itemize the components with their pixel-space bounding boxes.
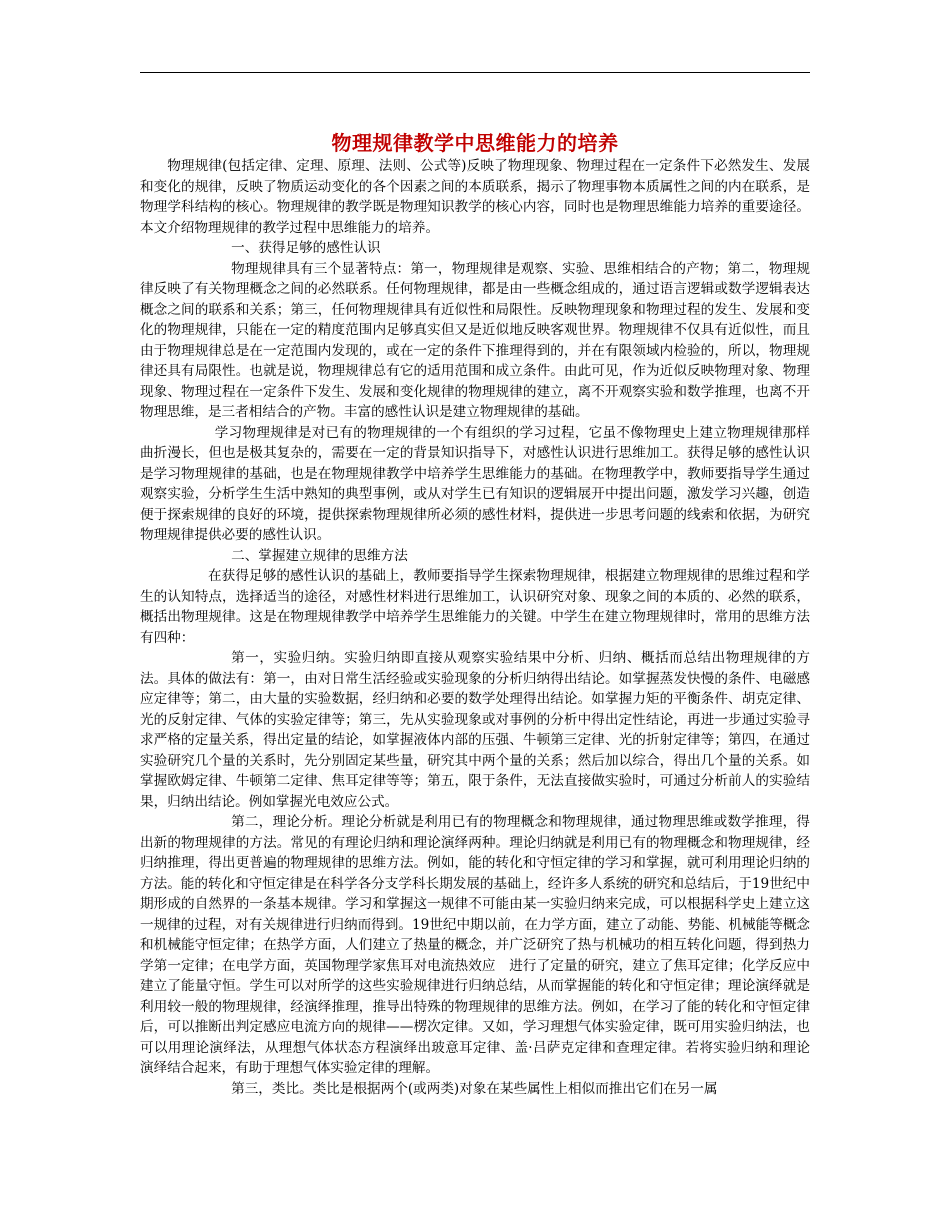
header-rule [140,72,810,73]
intro-paragraph: 物理规律(包括定律、定理、原理、法则、公式等)反映了物理现象、物理过程在一定条件下必然发生、发展和变化的规律，反映了物质运动变化的各个因素之间的本质联系，揭示了物理事物本质属性之间的内在联系，是物理学科结构的核心。物理规律的教学既是物理知识教学的核心内容，同时也是物理思维能力培养的重要途径。本文介绍物理规律的教学过程中思维能力的培养。 [140,158,810,236]
paragraph-2: 学习物理规律是对已有的物理规律的一个有组织的学习过程，它虽不像物理史上建立物理规律那样曲折漫长，但也是极其复杂的，需要在一定的背景知识指导下，对感性认识进行思维加工。获得足够的感性认识是学习物理规律的基础，也是在物理规律教学中培养学生思维能力的基础。在物理教学中，教师要指导学生通过观察实验，分析学生生活中熟知的典型事例，或从对学生已有知识的逻辑展开中提出问题，激发学习兴趣，创造便于探索规律的良好的环境，提供探索物理规律所必须的感性材料，提供进一步思考问题的线索和依据，为研究物理规律提供必要的感性认识。 [140,424,810,543]
document-title: 物理规律教学中思维能力的培养 [331,131,619,155]
section-heading-2: 二、掌握建立规律的思维方法 [231,547,408,564]
paragraph-3: 在获得足够的感性认识的基础上，教师要指导学生探索物理规律，根据建立物理规律的思维过程和学生的认知特点，选择适当的途径，对感性材料进行思维加工，认识研究对象、现象之间的本质的、必然的联系，概括出物理规律。这是在物理规律教学中培养学生思维能力的关键。中学生在建立物理规律时，常用的思维方法有四种： [140,568,810,646]
paragraph-5: 第二，理论分析。理论分析就是利用已有的物理概念和物理规律，通过物理思维或数学推理，得出新的物理规律的方法。常见的有理论归纳和理论演绎两种。理论归纳就是利用已有的物理概念和物理规律，经归纳推理，得出更普遍的物理规律的思维方法。例如，能的转化和守恒定律的学习和掌握，就可利用理论归纳的方法。能的转化和守恒定律是在科学各分支学科长期发展的基础上，经许多人系统的研究和总结后，于19世纪中期形成的自然界的一条基本规律。学习和掌握这一规律不可能由某一实验归纳来完成，可以根据科学史上建立这一规律的过程，对有关规律进行归纳而得到。19世纪中期以前，在力学方面，建立了动能、势能、机械能等概念和机械能守恒定律；在热学方面，人们建立了热量的概念，并广泛研究了热与机械功的相互转化问题，得到热力学第一定律；在电学方面，英国物理学家焦耳对电流热效应 进行了定量的研究，建立了焦耳定律；化学反应中建立了能量守恒。学生可以对所学的这些实验规律进行归纳总结，从而掌握能的转化和守恒定律；理论演绎就是利用较一般的物理规律，经演绎推理，推导出特殊的物理规律的思维方法。例如，在学习了能的转化和守恒定律后，可以推断出判定感应电流方向的规律——楞次定律。又如，学习理想气体实验定律，既可用实验归纳法，也可以用理论演绎法，从理想气体状态方程演绎出玻意耳定律、盖·吕萨克定律和查理定律。若将实验归纳和理论演绎结合起来，有助于理想气体实验定律的理解。 [140,814,810,1076]
paragraph-1: 物理规律具有三个显著特点：第一，物理规律是观察、实验、思维相结合的产物；第二，物理规律反映了有关物理概念之间的必然联系。任何物理规律，都是由一些概念组成的，通过语言逻辑或数学逻辑表达概念之间的联系和关系；第三，任何物理规律具有近似性和局限性。反映物理现象和物理过程的发生、发展和变化的物理规律，只能在一定的精度范围内足够真实但又是近似地反映客观世界。物理规律不仅具有近似性，而且由于物理规律总是在一定范围内发现的，或在一定的条件下推理得到的，并在有限领域内检验的，所以，物理规律还具有局限性。也就是说，物理规律总有它的适用范围和成立条件。由此可见，作为近似反映物理对象、物理现象、物理过程在一定条件下发生、发展和变化规律的物理规律的建立，离不开观察实验和数学推理，也离不开物理思维，是三者相结合的产物。丰富的感性认识是建立物理规律的基础。 [140,260,810,420]
section-heading-1: 一、获得足够的感性认识 [231,240,381,256]
paragraph-4: 第一，实验归纳。实验归纳即直接从观察实验结果中分析、归纳、概括而总结出物理规律的方法。具体的做法有：第一，由对日常生活经验或实验现象的分析归纳得出结论。如掌握蒸发快慢的条件、电磁感应定律等；第二，由大量的实验数据，经归纳和必要的数学处理得出结论。如掌握力矩的平衡条件、胡克定律、光的反射定律、气体的实验定律等；第三，先从实验现象或对事例的分析中得出定性结论，再进一步通过实验寻求严格的定量关系，得出定量的结论，如掌握液体内部的压强、牛顿第三定律、光的折射定律等；第四，在通过实验研究几个量的关系时，先分别固定某些量，研究其中两个量的关系；然后加以综合，得出几个量的关系。如掌握欧姆定律、牛顿第二定律、焦耳定律等等；第五，限于条件，无法直接做实验时，可通过分析前人的实验结果，归纳出结论。例如掌握光电效应公式。 [140,650,810,810]
paragraph-6: 第三，类比。类比是根据两个(或两类)对象在某些属性上相似而推出它们在另一属 [231,1080,718,1097]
document-body [140,130,810,1099]
